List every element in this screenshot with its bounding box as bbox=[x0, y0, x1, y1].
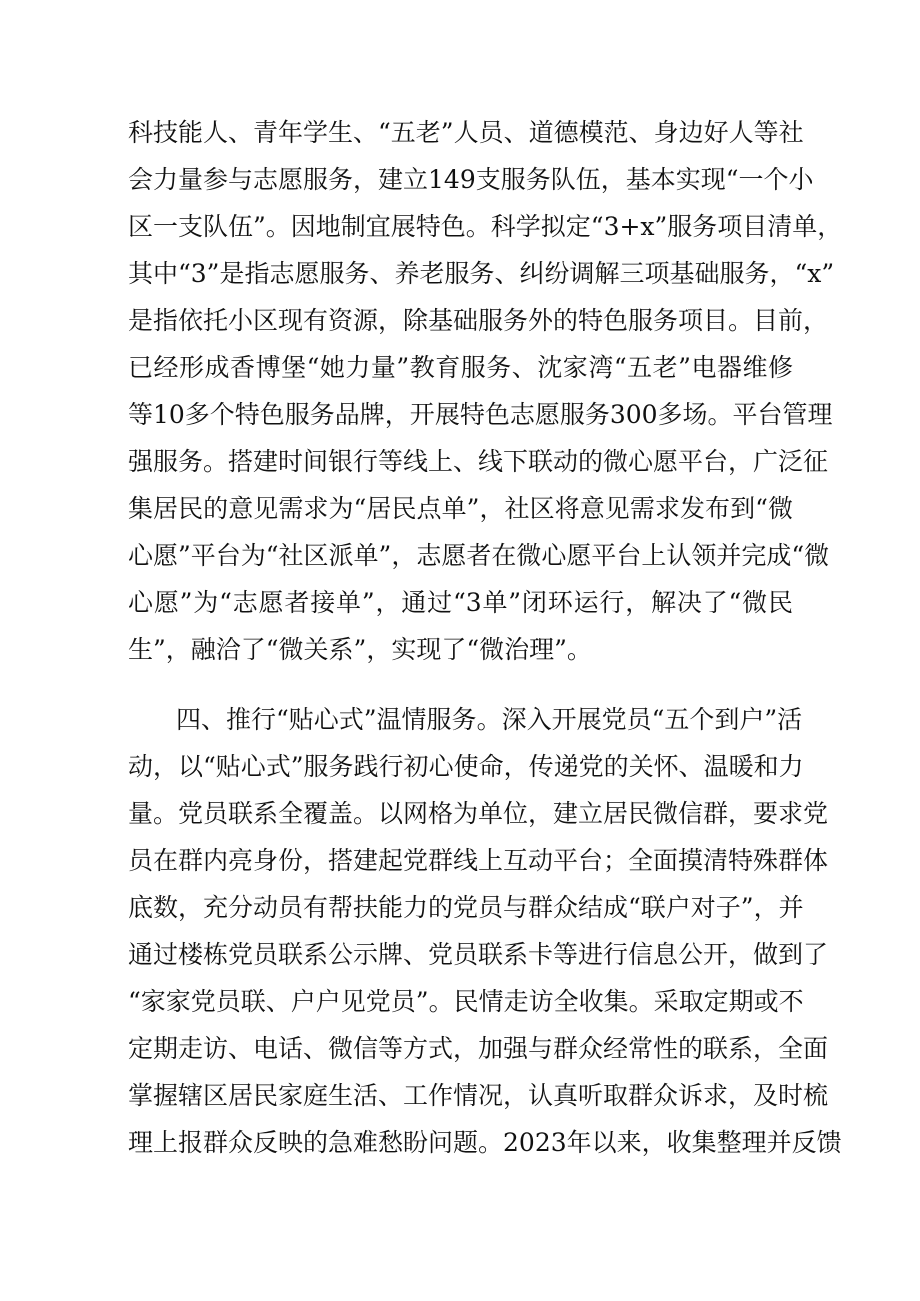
paragraph-line: 科技能人、青年学生、“五老”人员、道德模范、身边好人等社 bbox=[128, 118, 804, 147]
paragraph-line: 理上报群众反映的急难愁盼问题。2023年以来，收集整理并反馈 bbox=[128, 1128, 842, 1157]
paragraph-line: 是指依托小区现有资源，除基础服务外的特色服务项目。目前， bbox=[128, 306, 829, 335]
paragraph-line: 等10多个特色服务品牌，开展特色志愿服务300多场。平台管理 bbox=[128, 400, 833, 429]
paragraph-line: 底数，充分动员有帮扶能力的党员与群众结成“联户对子”，并 bbox=[128, 893, 804, 922]
paragraph-line: 生”，融洽了“微关系”，实现了“微治理”。 bbox=[128, 635, 592, 664]
paragraph-line: 量。党员联系全覆盖。以网格为单位，建立居民微信群，要求党 bbox=[128, 799, 829, 828]
paragraph-line: 心愿”为“志愿者接单”，通过“3单”闭环运行，解决了“微民 bbox=[128, 588, 793, 617]
paragraph-line: 通过楼栋党员联系公示牌、党员联系卡等进行信息公开，做到了 bbox=[128, 940, 829, 969]
paragraph-line: “家家党员联、户户见党员”。民情走访全收集。采取定期或不 bbox=[128, 987, 804, 1016]
section-heading-line: 四、推行“贴心式”温情服务。深入开展党员“五个到户”活 bbox=[176, 705, 803, 734]
paragraph-line: 定期走访、电话、微信等方式，加强与群众经常性的联系，全面 bbox=[128, 1034, 829, 1063]
paragraph-line: 心愿”平台为“社区派单”，志愿者在微心愿平台上认领并完成“微 bbox=[128, 541, 830, 570]
paragraph-line: 区一支队伍”。因地制宜展特色。科学拟定“3+x”服务项目清单， bbox=[128, 212, 843, 241]
paragraph-line: 其中“3”是指志愿服务、养老服务、纠纷调解三项基础服务，“x” bbox=[128, 259, 835, 288]
paragraph-line: 已经形成香博堡“她力量”教育服务、沈家湾“五老”电器维修 bbox=[128, 353, 793, 382]
paragraph-line: 动，以“贴心式”服务践行初心使命，传递党的关怀、温暖和力 bbox=[128, 752, 804, 781]
paragraph-line: 掌握辖区居民家庭生活、工作情况，认真听取群众诉求，及时梳 bbox=[128, 1081, 829, 1110]
paragraph-line: 强服务。搭建时间银行等线上、线下联动的微心愿平台，广泛征 bbox=[128, 447, 829, 476]
paragraph-line: 员在群内亮身份，搭建起党群线上互动平台；全面摸清特殊群体 bbox=[128, 846, 829, 875]
paragraph-line: 会力量参与志愿服务，建立149支服务队伍，基本实现“一个小 bbox=[128, 165, 814, 194]
paragraph-line: 集居民的意见需求为“居民点单”，社区将意见需求发布到“微 bbox=[128, 494, 793, 523]
